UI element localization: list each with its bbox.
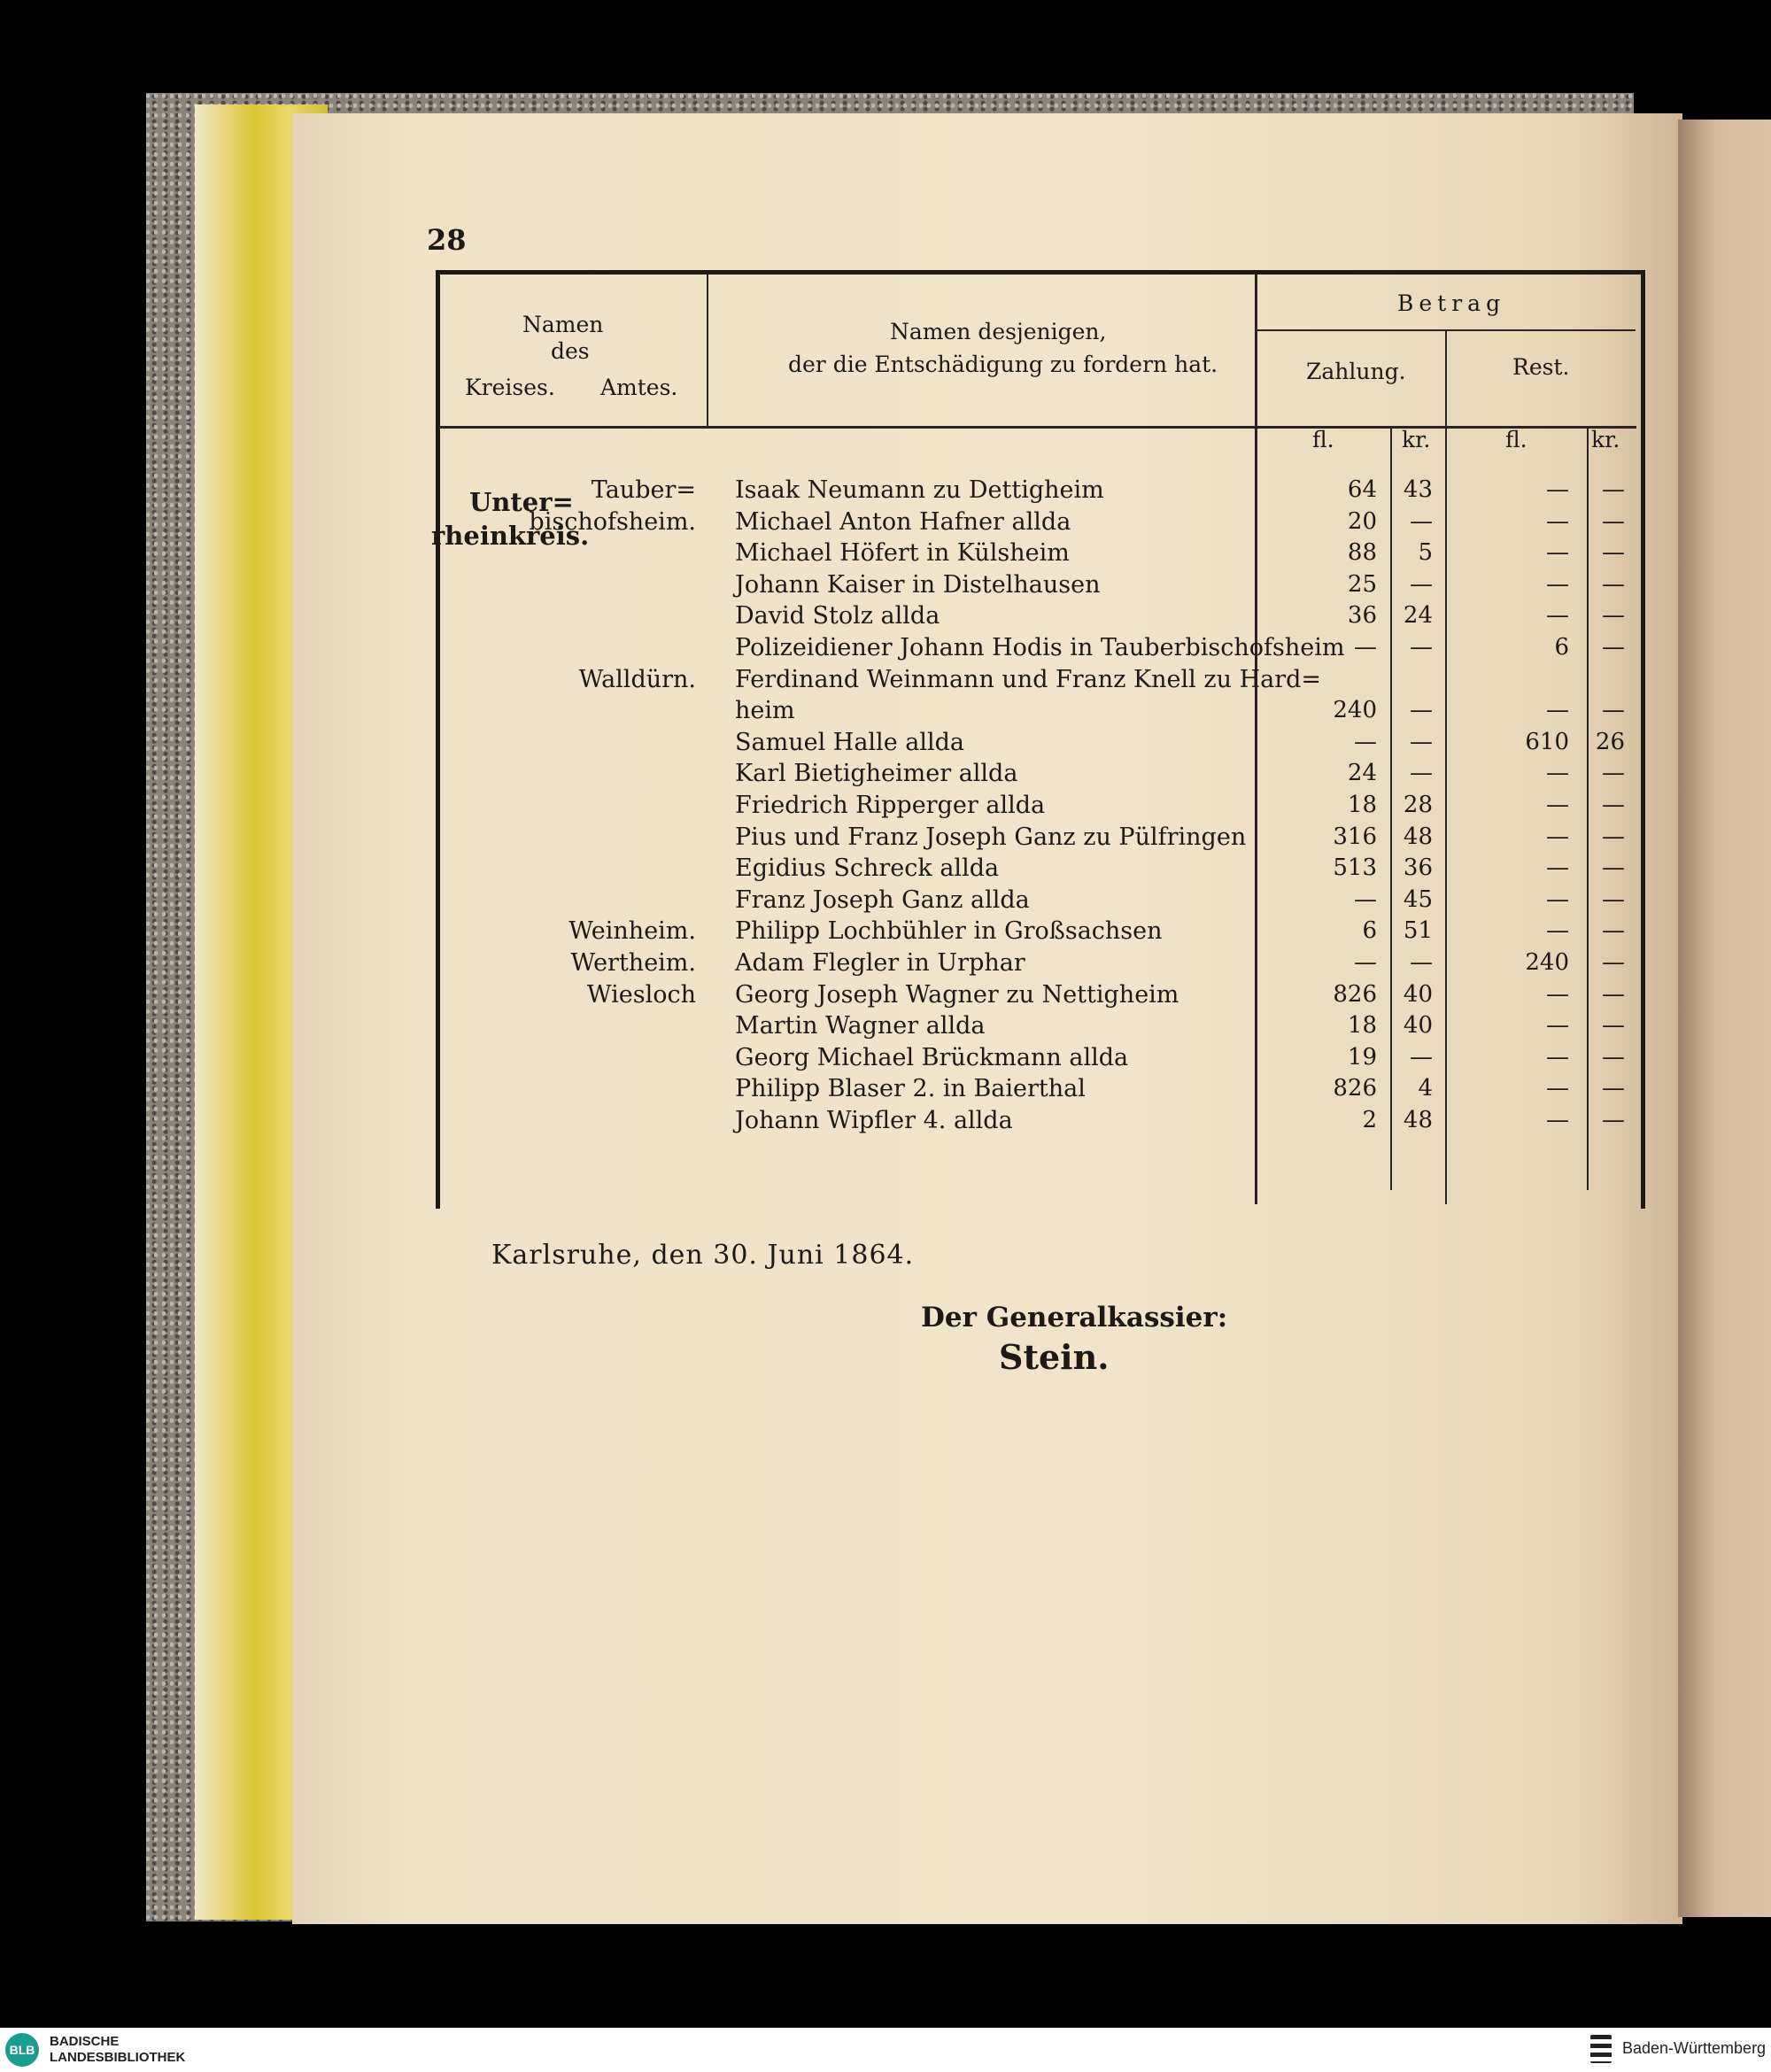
header-zahlung: Zahlung.	[1306, 359, 1406, 384]
rest-kr-cell: —	[1602, 885, 1625, 913]
rest-kr-cell: 26	[1595, 728, 1625, 755]
rest-kr-cell: —	[1602, 634, 1625, 661]
rest-fl-cell: —	[1546, 980, 1569, 1008]
header-claimant-line1: Namen desjenigen,	[890, 319, 1107, 344]
region-label[interactable]: Baden-Württemberg	[1622, 2039, 1767, 2057]
claimant-name-cell: David Stolz allda	[735, 602, 940, 630]
zahlung-fl-cell: —	[1354, 634, 1377, 661]
zahlung-fl-cell: 240	[1333, 697, 1377, 724]
claimant-name-cell: Michael Anton Hafner allda	[735, 507, 1071, 536]
col-rule-3	[1445, 331, 1447, 1204]
rest-kr-cell: —	[1602, 697, 1625, 724]
rest-fl-cell: —	[1546, 823, 1569, 850]
rest-fl-cell: —	[1546, 1012, 1569, 1040]
library-name-line1: BADISCHE	[50, 2034, 120, 2049]
header-claimant-line2: der die Entschädigung zu fordern hat.	[788, 352, 1218, 377]
rest-fl-cell: —	[1546, 507, 1569, 535]
rest-fl-cell: —	[1546, 1107, 1569, 1133]
amt-cell: Tauber=	[591, 476, 696, 504]
rest-kr-cell: —	[1602, 792, 1625, 818]
zahlung-fl-cell: —	[1354, 885, 1377, 913]
claimant-name-cell: Adam Flegler in Urphar	[735, 949, 1025, 977]
zahlung-kr-cell: —	[1410, 634, 1433, 661]
claimant-name-cell: Philipp Blaser 2. in Baierthal	[735, 1075, 1086, 1103]
header-kreises: Kreises.	[465, 375, 555, 400]
header-bottom-rule	[438, 426, 1636, 429]
zahlung-kr-cell: 45	[1403, 885, 1433, 913]
rest-fl-cell: —	[1546, 476, 1569, 503]
amt-cell: Wertheim.	[570, 949, 696, 977]
rest-kr-cell: —	[1602, 602, 1625, 630]
claimant-name-cell: Pius und Franz Joseph Ganz zu Pülfringen	[735, 823, 1247, 851]
zahlung-kr-cell: —	[1410, 760, 1433, 787]
zahlung-fl-cell: —	[1354, 949, 1377, 976]
zahlung-kr-cell: 48	[1403, 1107, 1433, 1133]
zahlung-kr-cell: —	[1410, 570, 1433, 598]
zahlung-fl-cell: 513	[1333, 854, 1377, 882]
header-rest-fl: fl.	[1505, 427, 1527, 452]
rest-kr-cell: —	[1602, 760, 1625, 787]
claimant-name-cell: Johann Kaiser in Distelhausen	[735, 570, 1101, 599]
claimant-name-cell: Georg Joseph Wagner zu Nettigheim	[735, 980, 1179, 1009]
zahlung-fl-cell: 826	[1333, 1075, 1377, 1102]
library-name-line2: LANDESBIBLIOTHEK	[50, 2050, 186, 2065]
header-namen: Namen	[522, 312, 604, 337]
rest-kr-cell: —	[1602, 476, 1625, 503]
header-rest-kr: kr.	[1591, 427, 1620, 452]
zahlung-kr-cell: 51	[1403, 917, 1433, 945]
rest-fl-cell: 240	[1525, 949, 1569, 976]
claimant-name-cell: Martin Wagner allda	[735, 1012, 986, 1040]
zahlung-fl-cell: 88	[1347, 539, 1377, 567]
rest-fl-cell: 610	[1525, 728, 1569, 755]
header-betrag: Betrag	[1397, 290, 1506, 316]
zahlung-fl-cell: —	[1354, 728, 1377, 755]
rest-kr-cell: —	[1602, 570, 1625, 598]
rest-kr-cell: —	[1602, 854, 1625, 882]
zahlung-fl-cell: 25	[1347, 570, 1377, 598]
zahlung-kr-cell: 24	[1403, 602, 1433, 630]
rest-kr-cell: —	[1602, 949, 1625, 976]
claimant-name-cell: Johann Wipfler 4. allda	[735, 1107, 1013, 1134]
claimant-name-cell: Karl Bietigheimer allda	[735, 760, 1018, 788]
claimant-name-cell: Franz Joseph Ganz allda	[735, 885, 1030, 914]
claimant-name-cell: Egidius Schreck allda	[735, 854, 1000, 883]
footer-date: Karlsruhe, den 30. Juni 1864.	[491, 1240, 915, 1271]
zahlung-kr-cell: —	[1410, 697, 1433, 724]
rest-fl-cell: —	[1546, 854, 1569, 882]
amt-cell: bischofsheim.	[529, 507, 696, 536]
header-amtes: Amtes.	[600, 375, 678, 400]
rest-kr-cell: —	[1602, 917, 1625, 945]
zahlung-kr-cell: 36	[1403, 854, 1433, 882]
zahlung-kr-cell: 4	[1418, 1075, 1433, 1102]
rest-fl-cell: —	[1546, 917, 1569, 945]
rest-kr-cell: —	[1602, 1012, 1625, 1040]
zahlung-fl-cell: 826	[1333, 980, 1377, 1008]
rest-fl-cell: —	[1546, 539, 1569, 567]
rest-kr-cell: —	[1602, 980, 1625, 1008]
footer-signature-title: Der Generalkassier:	[921, 1302, 1228, 1334]
zahlung-kr-cell: —	[1410, 507, 1433, 535]
claimant-name-cell: Michael Höfert in Külsheim	[735, 539, 1070, 568]
kr-rule-1	[1390, 429, 1392, 1190]
zahlung-fl-cell: 64	[1347, 476, 1377, 503]
rest-fl-cell: —	[1546, 1043, 1569, 1071]
rest-fl-cell: —	[1546, 697, 1569, 724]
library-name[interactable]	[50, 2034, 185, 2066]
rest-fl-cell: —	[1546, 885, 1569, 913]
rest-fl-cell: —	[1546, 570, 1569, 598]
zahlung-fl-cell: 36	[1347, 602, 1377, 630]
zahlung-fl-cell: 6	[1362, 917, 1377, 945]
zahlung-kr-cell: 40	[1403, 980, 1433, 1008]
col-rule-1	[707, 274, 708, 427]
claimant-name-cell: Ferdinand Weinmann und Franz Knell zu Hard=	[735, 665, 1322, 693]
kreis-label-line2: rheinkreis.	[431, 521, 590, 551]
kr-rule-2	[1587, 429, 1589, 1190]
zahlung-kr-cell: —	[1410, 949, 1433, 976]
zahlung-fl-cell: 2	[1362, 1107, 1377, 1133]
zahlung-fl-cell: 20	[1347, 507, 1377, 535]
rest-kr-cell: —	[1602, 1043, 1625, 1071]
zahlung-kr-cell: 28	[1403, 792, 1433, 818]
zahlung-kr-cell: 43	[1403, 476, 1433, 503]
claimant-name-cell: heim	[735, 697, 795, 725]
facing-page-edge	[1678, 120, 1771, 1917]
rest-fl-cell: 6	[1554, 634, 1569, 661]
header-zahlung-kr: kr.	[1402, 427, 1431, 452]
viewer-bar	[0, 2028, 1771, 2072]
kreis-label-line1: Unter=	[469, 487, 574, 517]
amt-cell: Walldürn.	[578, 665, 696, 693]
rest-kr-cell: —	[1602, 1075, 1625, 1102]
claimant-name-cell: Polizeidiener Johann Hodis in Tauberbischofsheim	[735, 634, 1345, 661]
rest-fl-cell: —	[1546, 760, 1569, 787]
zahlung-kr-cell: 48	[1403, 823, 1433, 850]
rest-fl-cell: —	[1546, 792, 1569, 818]
claimant-name-cell: Friedrich Ripperger allda	[735, 792, 1046, 819]
amt-cell: Weinheim.	[568, 917, 696, 946]
zahlung-fl-cell: 316	[1333, 823, 1377, 850]
col-rule-2	[1255, 274, 1257, 1204]
zahlung-kr-cell: —	[1410, 1043, 1433, 1071]
zahlung-fl-cell: 19	[1347, 1043, 1377, 1071]
zahlung-fl-cell: 18	[1347, 792, 1377, 818]
amt-cell: Wiesloch	[586, 980, 696, 1009]
claimant-name-cell: Philipp Lochbühler in Großsachsen	[735, 917, 1163, 946]
rest-fl-cell: —	[1546, 1075, 1569, 1102]
footer-signature-name: Stein.	[999, 1337, 1110, 1377]
state-emblem-icon	[1590, 2035, 1612, 2063]
rest-kr-cell: —	[1602, 539, 1625, 567]
zahlung-fl-cell: 18	[1347, 1012, 1377, 1040]
blb-logo-icon[interactable]: BLB	[5, 2033, 39, 2067]
zahlung-kr-cell: 5	[1418, 539, 1433, 567]
header-des: des	[551, 338, 590, 364]
rest-kr-cell: —	[1602, 507, 1625, 535]
rest-kr-cell: —	[1602, 1107, 1625, 1133]
header-zahlung-fl: fl.	[1312, 427, 1334, 452]
zahlung-kr-cell: 40	[1403, 1012, 1433, 1040]
page-number: 28	[427, 223, 467, 257]
zahlung-kr-cell: —	[1410, 728, 1433, 755]
zahlung-fl-cell: 24	[1347, 760, 1377, 787]
claimant-name-cell: Georg Michael Brückmann allda	[735, 1043, 1129, 1071]
header-rest: Rest.	[1512, 354, 1570, 380]
rest-fl-cell: —	[1546, 602, 1569, 630]
claimant-name-cell: Samuel Halle allda	[735, 728, 965, 756]
rest-kr-cell: —	[1602, 823, 1625, 850]
claimant-name-cell: Isaak Neumann zu Dettigheim	[735, 476, 1104, 504]
